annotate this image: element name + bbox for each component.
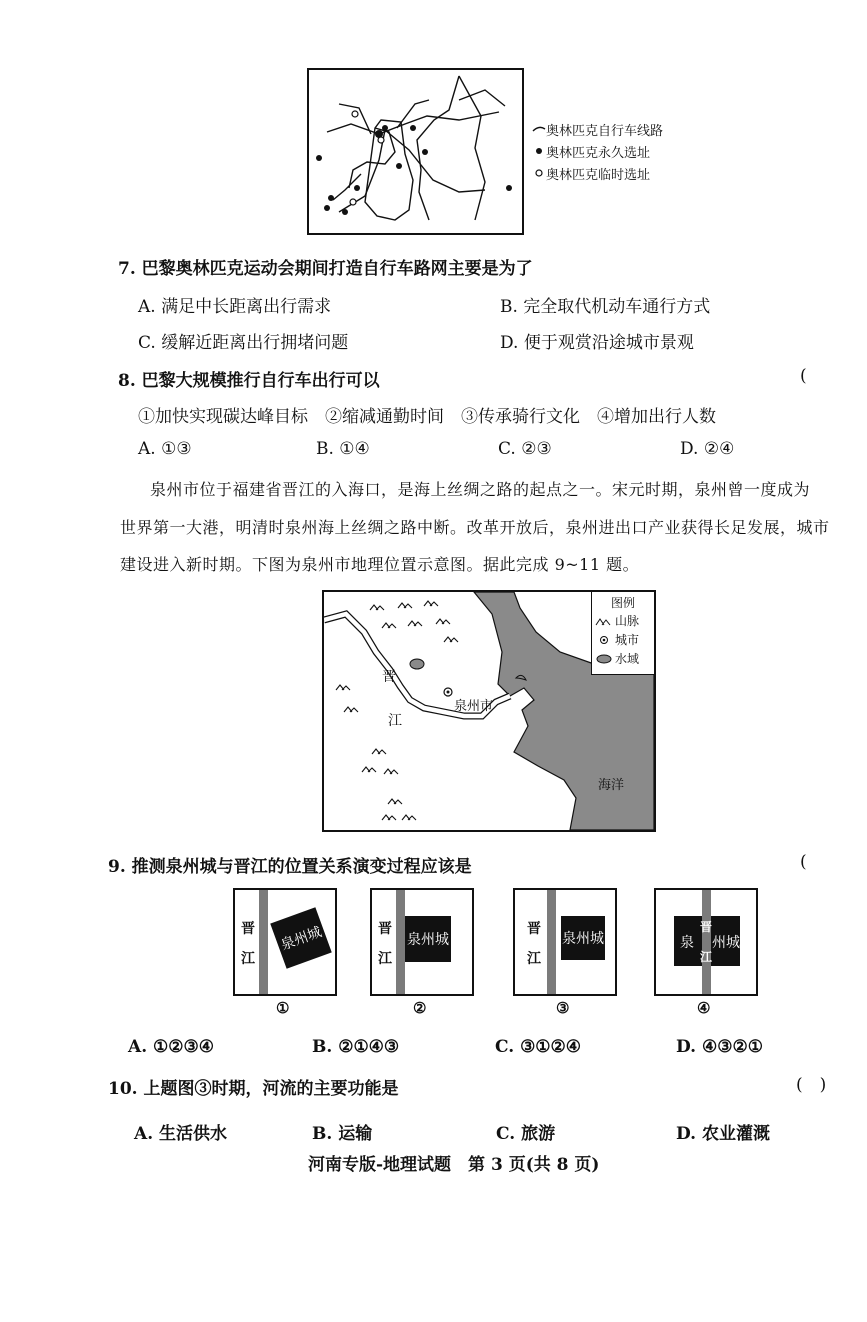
q9-option-b: B. ②①④③ bbox=[312, 1037, 400, 1057]
passage-line-3: 建设进入新时期。下图为泉州市地理位置示意图。据此完成 9~11 题。 bbox=[120, 555, 640, 574]
mountain-icon bbox=[595, 616, 615, 626]
legend-item-water bbox=[592, 649, 654, 668]
q7-option-a: A. 满足中长距离出行需求 bbox=[138, 297, 332, 317]
diagram-2-number: ② bbox=[413, 999, 427, 1017]
question-10-stem: 10. 上题图③时期，河流的主要功能是 bbox=[108, 1079, 399, 1099]
q9-option-d: D. ④③②① bbox=[676, 1037, 763, 1057]
q10-answer-bracket: ( ) bbox=[796, 1075, 827, 1095]
route-line-icon bbox=[532, 124, 546, 134]
q7-option-c: C. 缓解近距离出行拥堵问题 bbox=[138, 333, 349, 353]
legend-label-temporary: 奥林匹克临时选址 bbox=[546, 167, 651, 183]
legend-item-route bbox=[532, 118, 663, 140]
question-8-stem: 8. 巴黎大规模推行自行车出行可以 bbox=[118, 371, 380, 391]
diagram-4-river-label-bottom: 江 bbox=[700, 950, 713, 964]
filled-dot-icon bbox=[532, 146, 546, 156]
diagram-3-river bbox=[547, 890, 556, 994]
q8-statements: ①加快实现碳达峰目标 ②缩减通勤时间 ③传承骑行文化 ④增加出行人数 bbox=[138, 407, 716, 427]
legend-title: 图例 bbox=[610, 596, 635, 610]
legend-item-permanent bbox=[532, 140, 663, 162]
q9-answer-bracket: ( bbox=[800, 852, 807, 872]
q9-option-a: A. ①②③④ bbox=[128, 1037, 214, 1057]
q10-option-b: B. 运输 bbox=[312, 1124, 373, 1144]
legend-label-water: 水域 bbox=[615, 652, 640, 666]
diagram-1-river-label-top: 晋 bbox=[241, 921, 255, 937]
river-label-jiang: 江 bbox=[388, 713, 402, 729]
legend-label-city: 城市 bbox=[615, 633, 640, 647]
diagram-2-river-label-bottom: 江 bbox=[378, 951, 392, 967]
passage-line-1: 泉州市位于福建省晋江的入海口，是海上丝绸之路的起点之一。宋元时期，泉州曾一度成为 bbox=[150, 480, 811, 499]
diagram-4 bbox=[654, 888, 758, 996]
legend-item-temporary bbox=[532, 162, 663, 184]
diagram-4-river bbox=[702, 890, 711, 994]
q9-option-c: C. ③①②④ bbox=[495, 1037, 582, 1057]
hollow-dot-icon bbox=[532, 168, 546, 178]
q8-option-b: B. ①④ bbox=[316, 439, 370, 459]
paris-cycling-map bbox=[307, 68, 524, 235]
lake bbox=[410, 659, 424, 669]
diagram-4-river-label-top: 晋 bbox=[700, 920, 713, 934]
diagram-4-number: ④ bbox=[697, 999, 711, 1017]
q10-option-a: A. 生活供水 bbox=[134, 1124, 228, 1144]
diagram-3 bbox=[513, 888, 617, 996]
diagram-2-river bbox=[396, 890, 405, 994]
legend-item-city bbox=[592, 630, 654, 649]
passage-line-2: 世界第一大港，明清时泉州海上丝绸之路中断。改革开放后，泉州进出口产业获得长足发展，城市 bbox=[120, 518, 830, 537]
quanzhou-location-map bbox=[322, 590, 656, 832]
question-9-stem: 9. 推测泉州城与晋江的位置关系演变过程应该是 bbox=[108, 857, 472, 877]
diagram-1-city: 泉州城 bbox=[270, 907, 332, 969]
legend-label-permanent: 奥林匹克永久选址 bbox=[546, 145, 651, 161]
map2-legend bbox=[591, 592, 654, 675]
diagram-1-river-label-bottom: 江 bbox=[241, 951, 255, 967]
q10-option-d: D. 农业灌溉 bbox=[676, 1124, 770, 1144]
q8-option-c: C. ②③ bbox=[498, 439, 552, 459]
river-label-jin: 晋 bbox=[382, 669, 396, 685]
q8-answer-bracket: ( bbox=[800, 366, 807, 386]
legend-label-mountain: 山脉 bbox=[615, 614, 640, 628]
diagram-2-city: 泉州城 bbox=[405, 916, 451, 962]
diagram-1-river bbox=[259, 890, 268, 994]
sea-label: 海洋 bbox=[598, 778, 625, 793]
diagram-4-city-label-left: 泉 bbox=[680, 935, 694, 951]
diagram-2 bbox=[370, 888, 474, 996]
q10-option-c: C. 旅游 bbox=[496, 1124, 556, 1144]
q7-option-d: D. 便于观赏沿途城市景观 bbox=[500, 333, 694, 353]
diagram-3-river-label-bottom: 江 bbox=[527, 951, 541, 967]
paris-cycling-map-drawing bbox=[309, 70, 522, 233]
diagram-3-number: ③ bbox=[556, 999, 570, 1017]
q7-option-b: B. 完全取代机动车通行方式 bbox=[500, 297, 711, 317]
diagram-3-city: 泉州城 bbox=[561, 916, 605, 960]
q8-option-d: D. ②④ bbox=[680, 439, 735, 459]
city-label-quanzhou: 泉州市 bbox=[454, 699, 494, 714]
map1-legend bbox=[532, 118, 663, 184]
diagram-4-city-label-right: 州城 bbox=[712, 935, 740, 951]
legend-item-mountain bbox=[592, 611, 654, 630]
question-7-stem: 7. 巴黎奥林匹克运动会期间打造自行车路网主要是为了 bbox=[118, 259, 533, 279]
page-footer: 河南专版-地理试题 第 3 页(共 8 页) bbox=[308, 1155, 600, 1175]
diagram-1 bbox=[233, 888, 337, 996]
diagram-3-river-label-top: 晋 bbox=[527, 921, 541, 937]
water-icon bbox=[595, 654, 615, 664]
city-dot-icon bbox=[595, 635, 615, 645]
diagram-1-number: ① bbox=[276, 999, 290, 1017]
q8-option-a: A. ①③ bbox=[138, 439, 192, 459]
legend-label-route: 奥林匹克自行车线路 bbox=[546, 123, 664, 139]
diagram-2-river-label-top: 晋 bbox=[378, 921, 392, 937]
